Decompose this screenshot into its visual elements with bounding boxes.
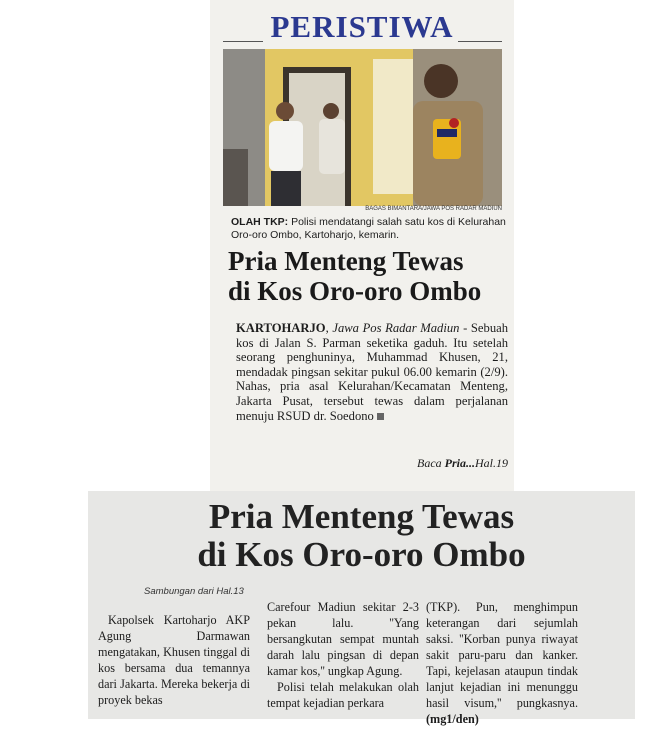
jump-prefix: Baca xyxy=(417,456,442,470)
headline xyxy=(228,246,510,306)
column-1-text: Kapolsek Kartoharjo AKP Agung Darmawan mengatakan, Khusen tinggal di kos bersama dua temannya dari Jakarta. Mereka bekerja di proyek bekas xyxy=(98,613,250,707)
news-photo xyxy=(223,49,502,206)
dateline: KARTOHARJO xyxy=(236,321,326,335)
photo-credit: BAGAS BIMANTARA/JAWA POS RADAR MADIUN xyxy=(365,206,502,212)
top-clipping xyxy=(210,0,514,491)
photo-caption xyxy=(231,216,506,242)
continued-from: Sambungan dari Hal.13 xyxy=(144,586,244,597)
headline-line-1: Pria Menteng Tewas xyxy=(228,246,464,276)
author-signature: (mg1/den) xyxy=(426,712,479,726)
continuation-headline xyxy=(88,498,635,574)
column-3-text: (TKP). Pun, menghimpun keterangan dari sejumlah saksi. ''Korban punya riwayat sakit paru-paru dan kanker. Tapi, kejelasan ataupun tindak lanjut kejadian ini menunggu hasil visum,'' pungkasnya. xyxy=(426,600,578,710)
news-photo-illustration xyxy=(223,49,502,206)
continuation-headline-line-2: di Kos Oro-oro Ombo xyxy=(197,535,526,574)
publication-name: Jawa Pos Radar Madiun xyxy=(332,321,460,335)
end-square-icon xyxy=(377,413,384,420)
jump-page: Hal.19 xyxy=(475,456,508,470)
continued-on xyxy=(417,456,508,471)
rubric-rule-right xyxy=(458,41,502,42)
article-lead-text: - Sebuah kos di Jalan S. Parman seketika gaduh. Itu setelah seorang penghuninya, Muhammad Khusen, 21, mendadak pingsan sekitar pukul 06.00 kemarin (2/9). Nahas, pria asal Kelurahan/Kecamatan Menteng, Jakarta Pusat, tersebut tewas dalam perjalanan menuju RSUD dr. Soedono xyxy=(236,321,508,423)
headline-line-2: di Kos Oro-oro Ombo xyxy=(228,276,482,306)
bottom-clipping xyxy=(88,491,635,726)
continuation-headline-line-1: Pria Menteng Tewas xyxy=(208,497,515,536)
jump-word: Pria... xyxy=(444,456,475,470)
rubric-title: PERISTIWA xyxy=(270,9,454,44)
column-1 xyxy=(98,612,250,708)
column-2-paragraph-2: Polisi telah melakukan olah tempat kejadian perkara xyxy=(267,680,419,710)
column-2 xyxy=(267,599,419,711)
article-lead: KARTOHARJO, Jawa Pos Radar Madiun - Sebuah kos di Jalan S. Parman seketika gaduh. Itu setelah seorang penghuninya, Muhammad Khusen, 21, mendadak pingsan sekitar pukul 06.00 kemarin (2/9). Nahas, pria asal Kelurahan/Kecamatan Menteng, Jakarta Pusat, tersebut tewas dalam perjalanan menuju RSUD dr. Soedono xyxy=(236,321,508,423)
caption-text: Polisi mendatangi salah satu kos di Kelurahan Oro-oro Ombo, Kartoharjo, kemarin. xyxy=(231,216,506,241)
column-2-paragraph-1: Carefour Madiun sekitar 2-3 pekan lalu. ''Yang bersangkutan sempat muntah darah lalu pingsan di depan kamar kos,'' ungkap Agung. xyxy=(267,600,419,678)
caption-lead: OLAH TKP: xyxy=(231,216,289,228)
column-3 xyxy=(426,599,578,727)
